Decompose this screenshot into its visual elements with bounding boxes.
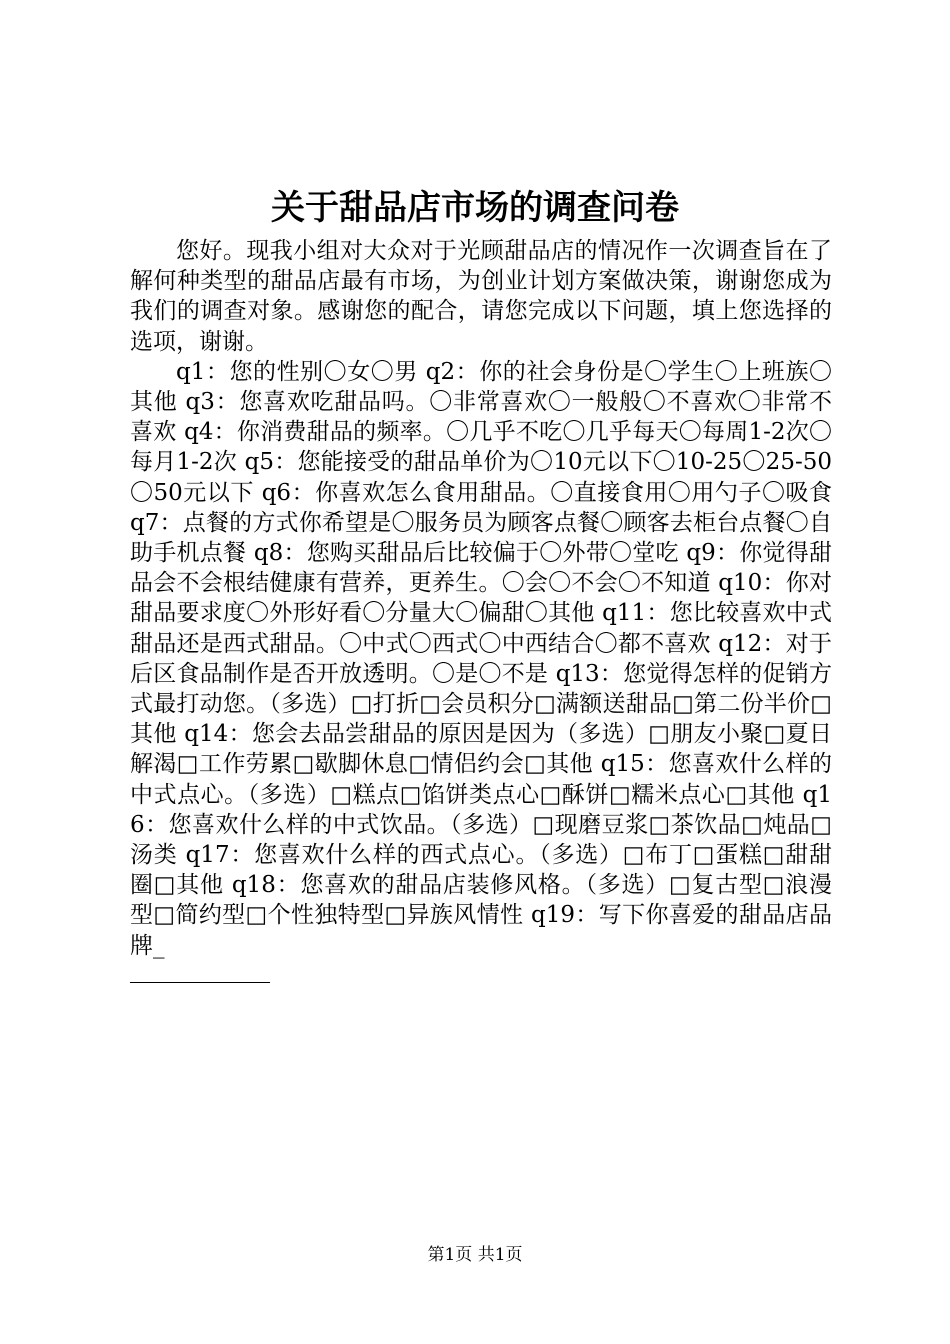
intro-paragraph: 您好。现我小组对大众对于光顾甜品店的情况作一次调查旨在了解何种类型的甜品店最有市场，为创业计划方案做决策，谢谢您成为我们的调查对象。感谢您的配合，请您完成以下问题，填上您选择的选项，谢谢。 (130, 238, 832, 355)
document-body (130, 236, 832, 991)
page-footer: 第1页 共1页 (427, 1245, 523, 1265)
questions-paragraph (130, 357, 832, 991)
questions-text: q1：您的性别〇女〇男 q2：你的社会身份是〇学生〇上班族〇其他 q3：您喜欢吃甜品吗。〇非常喜欢〇一般般〇不喜欢〇非常不喜欢 q4：你消费甜品的频率。〇几乎不吃〇几乎每天〇每周1-2次〇每月1-2次 q5：您能接受的甜品单价为〇10元以下〇10-25〇25-50〇50元以下 q6：你喜欢怎么食用甜品。〇直接食用〇用勺子〇吸食 q7：点餐的方式你希望是〇服务员为顾客点餐〇顾客去柜台点餐〇自助手机点餐 q8：您购买甜品后比较偏于〇外带〇堂吃 q9：你觉得甜品会不会根结健康有营养，更养生。〇会〇不会〇不知道 q10：你对甜品要求度〇外形好看〇分量大〇偏甜〇其他 q11：您比较喜欢中式甜品还是西式甜品。〇中式〇西式〇中西结合〇都不喜欢 q12：对于后区食品制作是否开放透明。〇是〇不是 q13：您觉得怎样的促销方式最打动您。（多选）□打折□会员积分□满额送甜品□第二份半价□其他 q14：您会去品尝甜品的原因是因为（多选）□朋友小聚□夏日解渴□工作劳累□歇脚休息□情侣约会□其他 q15：您喜欢什么样的中式点心。（多选）□糕点□馅饼类点心□酥饼□糯米点心□其他 q16：您喜欢什么样的中式饮品。（多选）□现磨豆浆□茶饮品□炖品□汤类 q17：您喜欢什么样的西式点心。（多选）□布丁□蛋糕□甜甜圈□其他 q18：您喜欢的甜品店装修风格。（多选）□复古型□浪漫型□简约型□个性独特型□异族风情性 q19：写下你喜爱的甜品店品牌_ (130, 358, 832, 959)
answer-blank-line (130, 966, 270, 983)
document-title: 关于甜品店市场的调查问卷 (271, 188, 679, 228)
